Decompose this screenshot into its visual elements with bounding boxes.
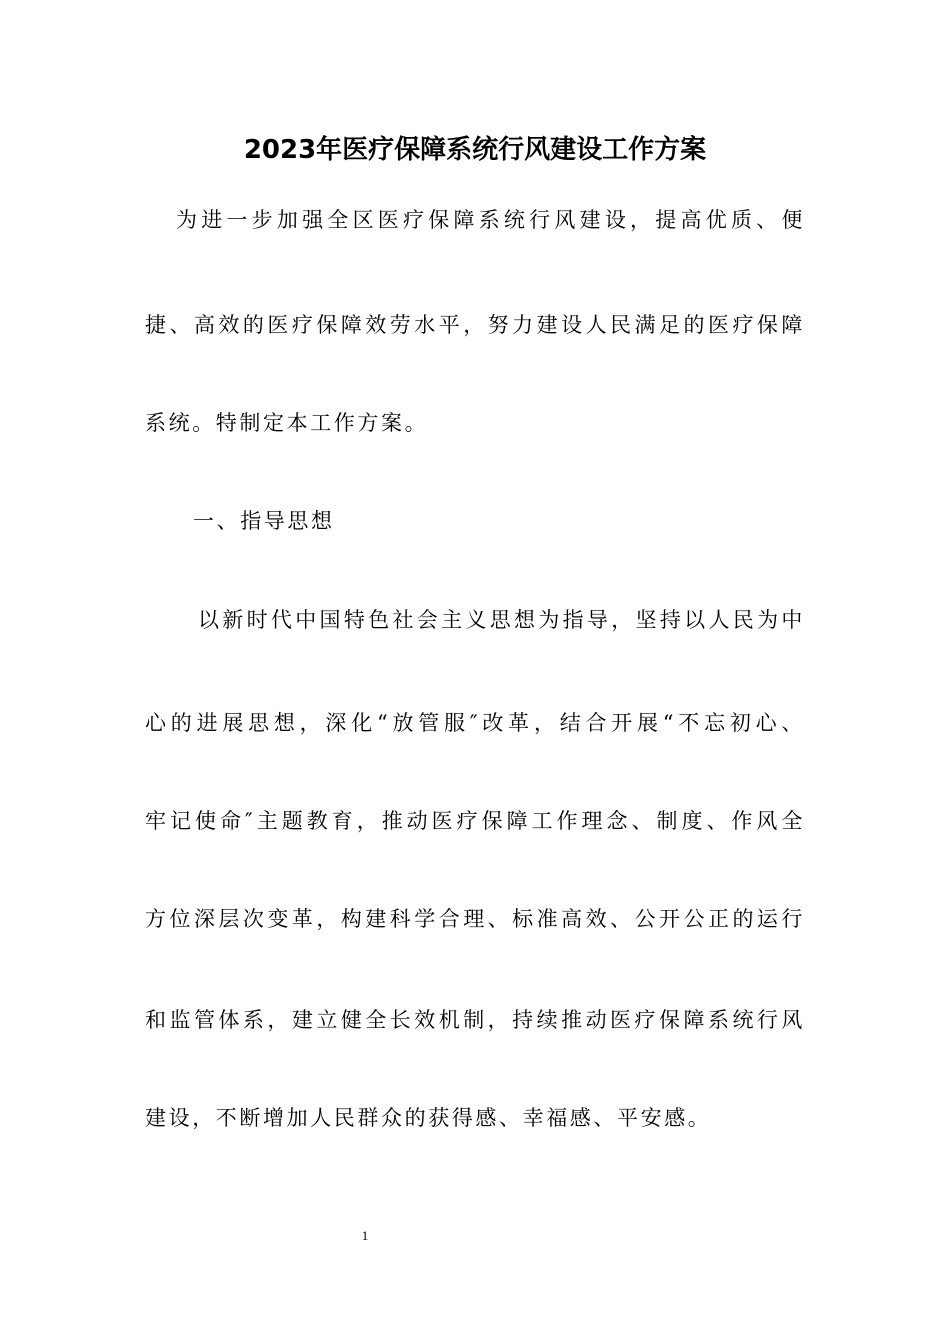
paragraph-2-line-4: 方位深层次变革，构建科学合理、标准高效、公开公正的运行 [145,907,805,931]
section-heading-guiding-ideology: 一、指导思想 [193,509,335,533]
page-number: 1 [361,1228,369,1243]
paragraph-2-line-5: 和监管体系，建立健全长效机制，持续推动医疗保障系统行风 [145,1008,805,1032]
document-title: 2023年医疗保障系统行风建设工作方案 [243,135,707,165]
paragraph-2-line-1: 以新时代中国特色社会主义思想为指导，坚持以人民为中 [198,608,805,632]
paragraph-1-line-1: 为进一步加强全区医疗保障系统行风建设，提高优质、便 [176,208,805,232]
paragraph-1-line-3: 系统。特制定本工作方案。 [145,411,429,435]
paragraph-2-line-2: 心的进展思想，深化“放管服″改革，结合开展“不忘初心、 [145,711,805,735]
paragraph-2-line-3: 牢记使命″主题教育，推动医疗保障工作理念、制度、作风全 [145,809,805,833]
paragraph-2-line-6: 建设，不断增加人民群众的获得感、幸福感、平安感。 [145,1106,712,1130]
paragraph-1-line-2: 捷、高效的医疗保障效劳水平，努力建设人民满足的医疗保障 [145,313,805,337]
